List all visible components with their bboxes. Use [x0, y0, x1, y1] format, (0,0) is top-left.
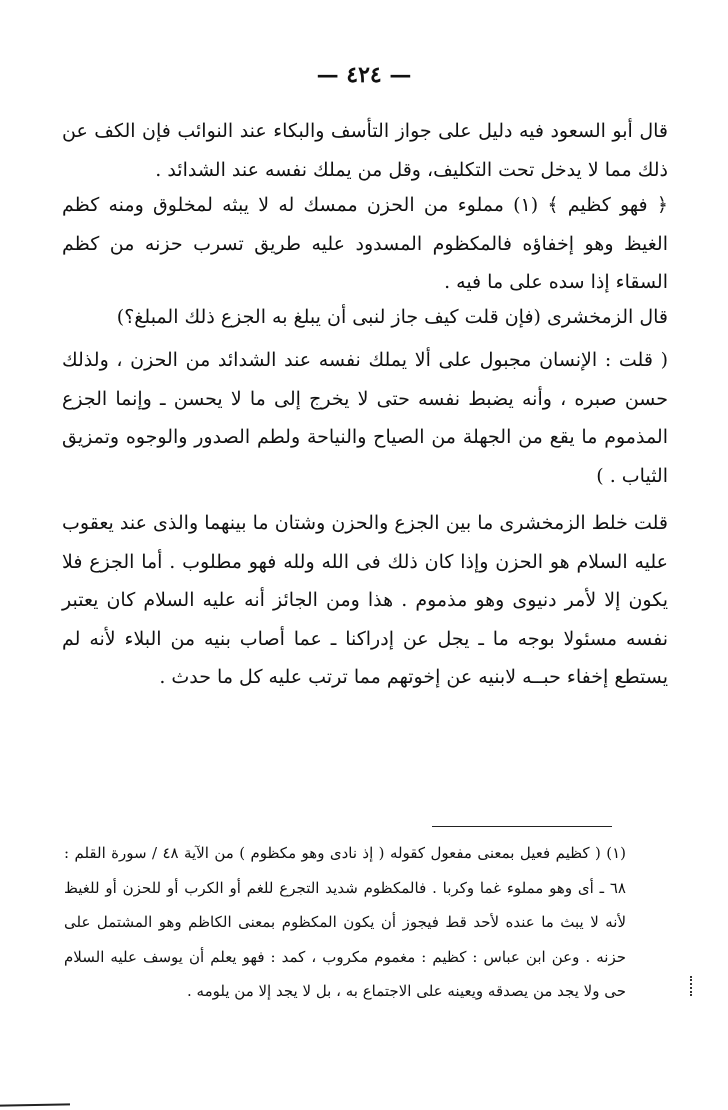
margin-mark [690, 976, 694, 996]
paragraph-text: ( قلت : الإنسان مجبول على ألا يملك نفسه عند الشدائد من الحزن ، ولذلك حسن صبره ، وأنه يضبط نفسه حتى لا يخرج إلى ما لا يحسن ـ وإنما الجزع المذموم ما يقع من الجهلة من الصياح والنياحة ولطم الصدور والوجوه وتمزيق الثياب . ) [62, 349, 668, 487]
paragraph-kazim-definition [62, 186, 668, 302]
scan-edge-line [0, 1103, 70, 1106]
footnote-text: (١) ( كظيم فعيل بمعنى مفعول كقوله ( إذ نادى وهو مكظوم ) من الآية ٤٨ / سورة القلم : ٦٨ ـ أى وهو مملوء غما وكربا . فالمكظوم شديد التجرع للغم أو الكرب أو للحزن أو للغيظ لأنه لا يبث ما عنده لأحد قط فيجوز أن يكون المكظوم بمعنى الكاظم وهو المشتمل على حزنه . وعن ابن عباس : كظيم : مغموم مكروب ، كمد : فهو يعلم أن يوسف عليه السلام حى ولا يجد من يصدقه ويعينه على الاجتماع به ، بل لا يجد إلا من يلومه . [64, 844, 626, 1001]
paragraph-text: قال أبو السعود فيه دليل على جواز التأسف والبكاء عند النوائب فإن الكف عن ذلك مما لا يدخل تحت التكليف، وقل من يملك نفسه عند الشدائد . [62, 120, 668, 181]
page-number: — ٤٢٤ — [316, 62, 412, 88]
paragraph-zamakhshari-answer [62, 341, 668, 495]
paragraph-author-commentary [62, 504, 668, 697]
paragraph-text: قلت خلط الزمخشرى ما بين الجزع والحزن وشتان ما بينهما والذى عند يعقوب عليه السلام هو الحزن وإذا كان ذلك فى الله ولله فهو مطلوب . أما الجزع فلا يكون إلا لأمر دنيوى وهو مذموم . هذا ومن الجائز أنه عليه السلام كان يعتبر نفسه مسئولا بوجه ما ـ يجل عن إدراكنا ـ عما أصاب بنيه من البلاء لأنه لم يستطع إخفاء حبــه لابنيه عن إخوتهم مما ترتب عليه كل ما حدث . [62, 512, 668, 688]
footnote [64, 836, 626, 1009]
paragraph-text: قال الزمخشرى (فإن قلت كيف جاز لنبى أن يبلغ به الجزع ذلك المبلغ؟) [116, 306, 668, 328]
paragraph-abu-al-saud [62, 112, 668, 189]
paragraph-text: ﴿ فهو كظيم ﴾ (١) مملوء من الحزن ممسك له لا يبثه لمخلوق ومنه كظم الغيظ وهو إخفاؤه فالمكظوم المسدود عليه طريق تسرب حزنه من كظم السقاء إذا سده على ما فيه . [62, 194, 668, 293]
footnote-divider [432, 826, 612, 827]
paragraph-zamakhshari-question [62, 298, 668, 337]
